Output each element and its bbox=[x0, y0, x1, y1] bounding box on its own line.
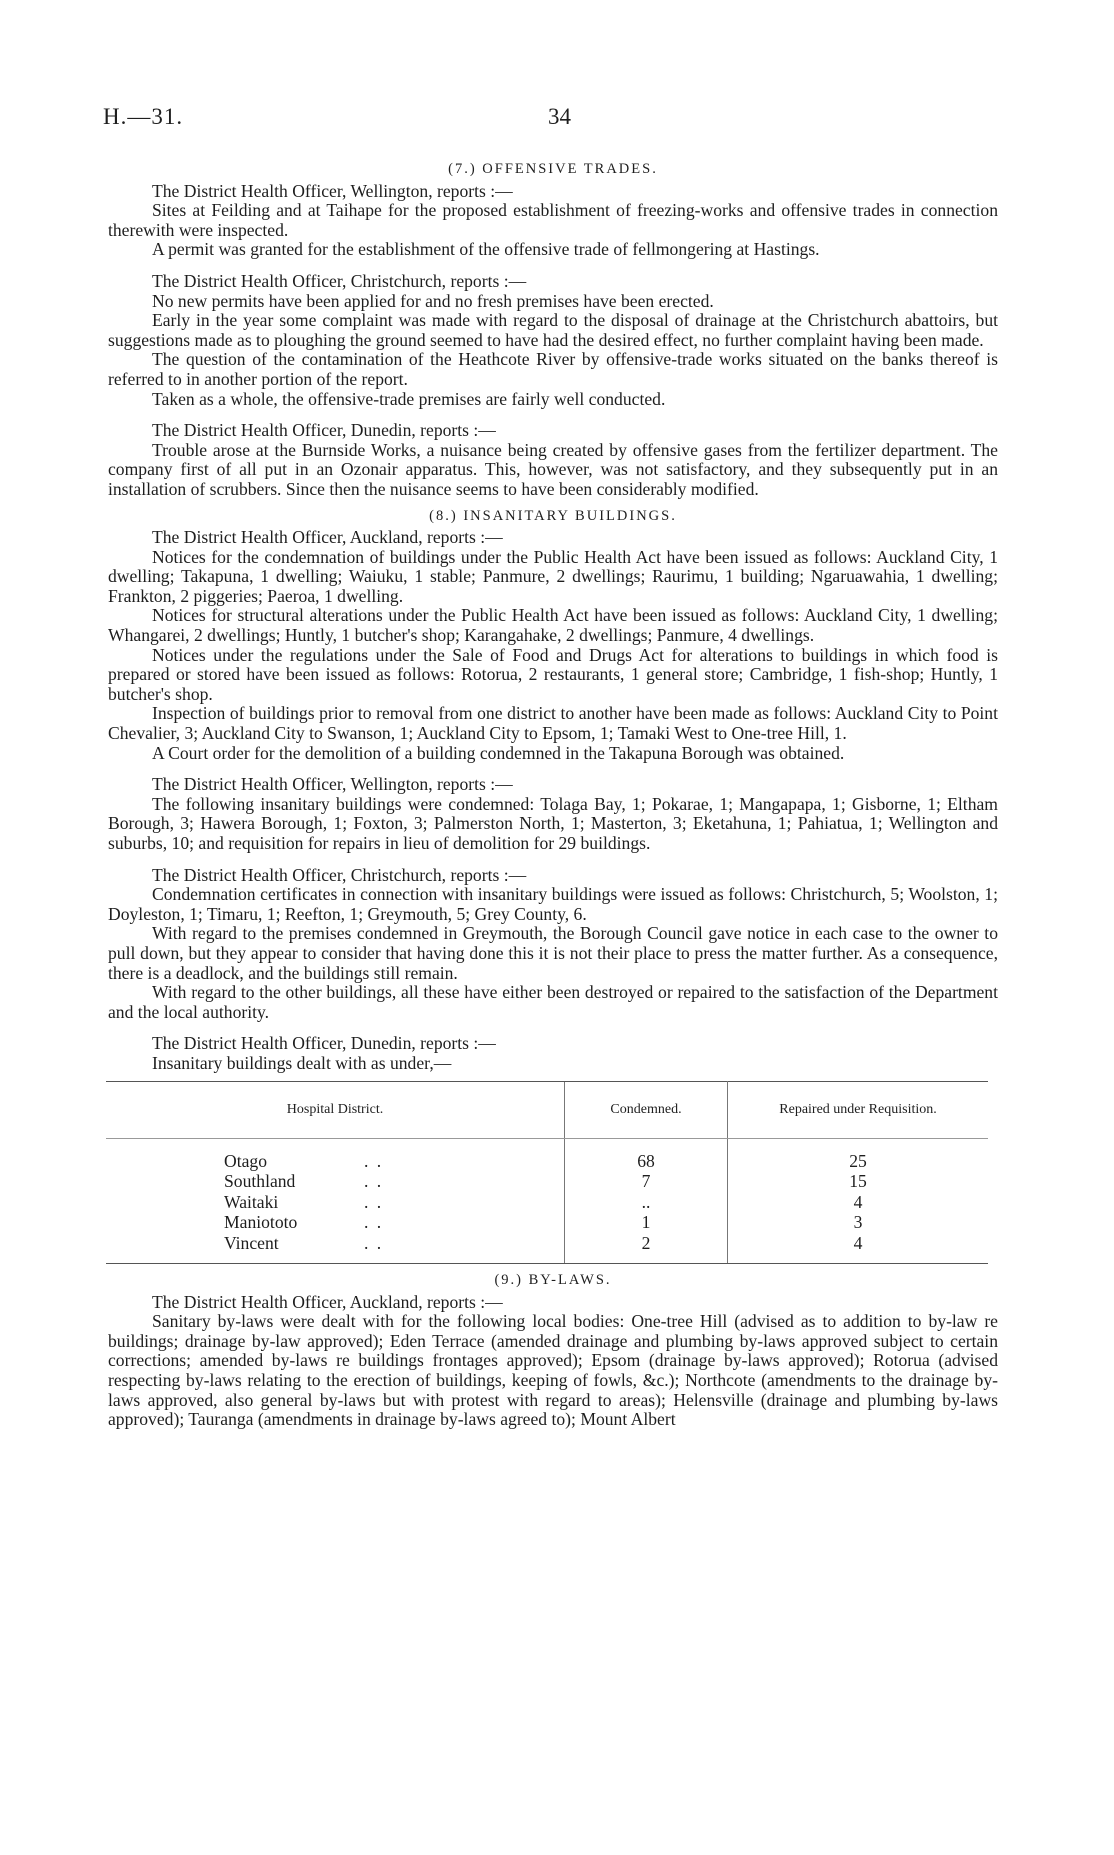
insanitary-buildings-table bbox=[106, 1081, 988, 1265]
paragraph: The question of the contamination of the Heathcote River by offensive-trade works situated on the banks thereof is referred to in another portion of the report. bbox=[108, 349, 998, 389]
table-row bbox=[106, 1233, 988, 1264]
condemned-count: 68 bbox=[565, 1138, 728, 1171]
paragraph: The District Health Officer, Christchurch, reports :— bbox=[152, 270, 527, 291]
table-row bbox=[106, 1138, 988, 1171]
paragraph: With regard to the premises condemned in Greymouth, the Borough Council gave notice in each case to the owner to pull down, but they appear to consider that having done this it is not their place to press the matter further. As a consequence, there is a deadlock, and the buildings still remain. bbox=[108, 923, 998, 983]
paragraph: Sanitary by-laws were dealt with for the following local bodies: One-tree Hill (advised as to addition to by-law re buildings; drainage by-law approved); Eden Terrace (amended drainage and plumbing by-laws approved subject to certain corrections; amended by-laws re buildings frontages approved); Epsom (drainage by-laws approved); Rotorua (advised respecting by-laws relating to the erection of buildings, keeping of fowls, &c.); Northcote (amendments to the drainage by-laws approved, also general by-laws but with protest with regard to areas); Helensville (drainage and plumbing by-laws approved); Tauranga (amendments in drainage by-laws agreed to); Mount Albert bbox=[108, 1311, 998, 1430]
paragraph: Condemnation certificates in connection with insanitary buildings were issued as follows: Christchurch, 5; Woolston, 1; Doyleston, 1; Timaru, 1; Reefton, 1; Greymouth, 5; Grey County, 6. bbox=[108, 884, 998, 924]
district-name: Southland bbox=[224, 1171, 296, 1192]
paragraph: Early in the year some complaint was made with regard to the disposal of drainage at the Christchurch abattoirs, but suggestions made as to ploughing the ground seemed to have had the desired effect, no further complaint having been made. bbox=[108, 310, 998, 350]
paragraph: No new permits have been applied for and no fresh premises have been erected. bbox=[152, 290, 714, 311]
paragraph: Trouble arose at the Burnside Works, a nuisance being created by offensive gases from the fertilizer department. The company first of all put in an Ozonair apparatus. This, however, was not satisfactory, and they subsequently put in an installation of scrubbers. Since then the nuisance seems to have been considerably modified. bbox=[108, 439, 998, 499]
district-name: Otago bbox=[224, 1150, 267, 1171]
table-row bbox=[106, 1212, 988, 1233]
condemned-count: 7 bbox=[565, 1171, 728, 1192]
page-number: 34 bbox=[548, 104, 571, 129]
district-name: Maniototo bbox=[224, 1212, 298, 1233]
paragraph: Insanitary buildings dealt with as under,— bbox=[152, 1052, 452, 1073]
paragraph: A Court order for the demolition of a building condemned in the Takapuna Borough was obtained. bbox=[152, 742, 845, 763]
paragraph: The District Health Officer, Wellington, reports :— bbox=[152, 774, 513, 795]
paragraph: The District Health Officer, Wellington, reports :— bbox=[152, 180, 513, 201]
table-row bbox=[106, 1171, 988, 1192]
document-reference: H.—31. bbox=[103, 104, 184, 129]
paragraph: The District Health Officer, Auckland, reports :— bbox=[152, 1291, 503, 1312]
repaired-count: 3 bbox=[853, 1212, 863, 1233]
paragraph: Taken as a whole, the offensive-trade premises are fairly well conducted. bbox=[152, 388, 666, 409]
page-header bbox=[0, 104, 1114, 134]
district-name: Vincent bbox=[224, 1232, 279, 1253]
condemned-count: .. bbox=[565, 1192, 728, 1213]
condemned-count: 2 bbox=[565, 1233, 728, 1264]
leader-dots: . . bbox=[364, 1212, 384, 1233]
paragraph: Sites at Feilding and at Taihape for the proposed establishment of freezing-works and offensive trades in connection therewith were inspected. bbox=[108, 200, 998, 240]
leader-dots: . . bbox=[364, 1150, 384, 1171]
paragraph: The District Health Officer, Dunedin, reports :— bbox=[152, 420, 496, 441]
table-header-row bbox=[106, 1081, 988, 1138]
paragraph: Notices for the condemnation of buildings under the Public Health Act have been issued as follows: Auckland City, 1 dwelling; Takapuna, 1 dwelling; Waiuku, 1 stable; Panmure, 2 dwellings; Raurimu, 1 building; Ngaruawahia, 1 dwelling; Frankton, 2 piggeries; Paeroa, 1 dwelling. bbox=[108, 546, 998, 606]
column-header-condemned: Condemned. bbox=[565, 1081, 728, 1138]
district-name: Waitaki bbox=[224, 1191, 279, 1212]
repaired-count: 4 bbox=[853, 1191, 863, 1212]
repaired-count: 15 bbox=[849, 1171, 867, 1192]
paragraph: The District Health Officer, Dunedin, reports :— bbox=[152, 1033, 496, 1054]
section-heading-offensive-trades: (7.) OFFENSIVE TRADES. bbox=[448, 161, 658, 177]
repaired-count: 25 bbox=[849, 1150, 867, 1171]
section-heading-insanitary-buildings: (8.) INSANITARY BUILDINGS. bbox=[429, 507, 677, 524]
paragraph: Inspection of buildings prior to removal from one district to another have been made as follows: Auckland City to Point Chevalier, 3; Auckland City to Swanson, 1; Auckland City to Epsom, 1; Tamaki West to One-tree Hill, 1. bbox=[108, 703, 998, 744]
document-body bbox=[108, 160, 998, 1430]
section-heading-by-laws: (9.) BY-LAWS. bbox=[494, 1272, 612, 1289]
paragraph: The following insanitary buildings were condemned: Tolaga Bay, 1; Pokarae, 1; Mangapapa, 1; Gisborne, 1; Eltham Borough, 3; Hawera Borough, 1; Foxton, 3; Palmerston North, 1; Masterton, 3; Eketahuna, 1; Pahiatua, 1; Wellington and suburbs, 10; and requisition for repairs in lieu of demolition for 29 buildings. bbox=[108, 793, 998, 853]
leader-dots: . . bbox=[364, 1171, 384, 1192]
paragraph: Notices for structural alterations under the Public Health Act have been issued as follows: Auckland City, 1 dwelling; Whangarei, 2 dwellings; Huntly, 1 butcher's shop; Karangahake, 2 dwellings; Panmure, 4 dwellings. bbox=[108, 605, 998, 646]
condemned-count: 1 bbox=[565, 1212, 728, 1233]
paragraph: The District Health Officer, Christchurch, reports :— bbox=[152, 864, 527, 885]
paragraph: With regard to the other buildings, all these have either been destroyed or repaired to the satisfaction of the Department and the local authority. bbox=[108, 982, 998, 1022]
column-header-district: Hospital District. bbox=[106, 1081, 565, 1138]
table-row bbox=[106, 1192, 988, 1213]
repaired-count: 4 bbox=[728, 1233, 989, 1264]
leader-dots: . . bbox=[364, 1232, 384, 1253]
column-header-repaired: Repaired under Requisition. bbox=[728, 1081, 989, 1138]
paragraph: The District Health Officer, Auckland, reports :— bbox=[152, 527, 503, 548]
paragraph: A permit was granted for the establishment of the offensive trade of fellmongering at Hastings. bbox=[152, 239, 820, 260]
leader-dots: . . bbox=[364, 1191, 384, 1212]
paragraph: Notices under the regulations under the Sale of Food and Drugs Act for alterations to buildings in which food is prepared or stored have been issued as follows: Rotorua, 2 restaurants, 1 general store; Cambridge, 1 fish-shop; Huntly, 1 butcher's shop. bbox=[108, 644, 998, 704]
